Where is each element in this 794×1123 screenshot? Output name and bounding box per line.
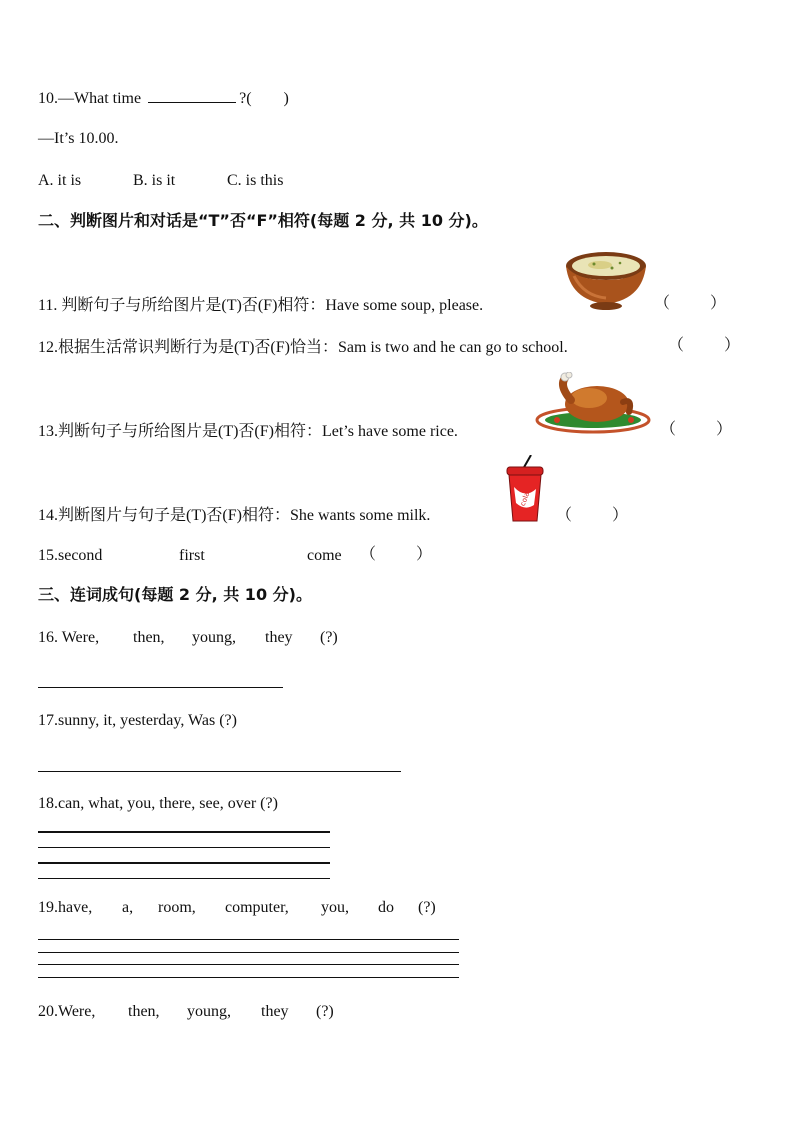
q16-word-5: (?) xyxy=(320,629,338,646)
q16-word-2: then, xyxy=(133,629,165,646)
q18-answer-line-1[interactable] xyxy=(38,831,330,833)
q11-question: 11. 判断句子与所给图片是(T)否(F)相符：Have some soup, please. xyxy=(38,297,484,314)
q13-question: 13.判断句子与所给图片是(T)否(F)相符：Let’s have some rice. xyxy=(38,423,458,440)
q10-answer-blank[interactable] xyxy=(148,88,236,103)
q18-answer-line-3[interactable] xyxy=(38,862,330,864)
q20-word-5: (?) xyxy=(316,1003,334,1020)
q10-question xyxy=(38,88,289,109)
q20-word-2: then, xyxy=(128,1003,160,1020)
q10-option-b[interactable]: B. is it xyxy=(133,172,176,189)
soup-bowl-icon xyxy=(564,248,648,312)
q16-word-3: young, xyxy=(192,629,236,646)
q18-question: 18.can, what, you, there, see, over (?) xyxy=(38,795,278,812)
q18-answer-line-4[interactable] xyxy=(38,878,330,879)
q11-answer-paren[interactable]: （ ） xyxy=(654,295,727,312)
q19-word-1: 19.have, xyxy=(38,899,93,916)
q18-answer-line-2[interactable] xyxy=(38,847,330,848)
q10-option-a[interactable]: A. it is xyxy=(38,172,82,189)
q19-answer-line-1[interactable] xyxy=(38,939,459,940)
q17-question: 17.sunny, it, yesterday, Was (?) xyxy=(38,712,237,729)
q19-word-4: computer, xyxy=(225,899,289,916)
q20-word-4: they xyxy=(261,1003,289,1020)
roast-chicken-icon xyxy=(535,372,653,438)
q19-word-3: room, xyxy=(158,899,196,916)
q15-word-3: come xyxy=(307,547,342,564)
q19-word-6: do xyxy=(378,899,394,916)
q20-word-1: 20.Were, xyxy=(38,1003,96,1020)
cola-cup-icon xyxy=(505,455,545,523)
q19-answer-line-3[interactable] xyxy=(38,964,459,965)
q19-word-5: you, xyxy=(321,899,349,916)
section3-title: 三、连词成句(每题 2 分, 共 10 分)。 xyxy=(38,585,312,604)
q19-word-7: (?) xyxy=(418,899,436,916)
q20-word-3: young, xyxy=(187,1003,231,1020)
q19-answer-line-4[interactable] xyxy=(38,977,459,978)
q15-word-2: first xyxy=(179,547,205,564)
q10-prefix: 10.—What time xyxy=(38,90,142,107)
q12-answer-paren[interactable]: （ ） xyxy=(668,337,741,354)
q10-response: —It’s 10.00. xyxy=(38,130,119,147)
q17-answer-line[interactable] xyxy=(38,771,401,772)
q16-word-1: 16. Were, xyxy=(38,629,100,646)
q19-word-2: a, xyxy=(122,899,134,916)
q19-answer-line-2[interactable] xyxy=(38,952,459,953)
q10-suffix: ?( ) xyxy=(239,90,289,107)
q12-question: 12.根据生活常识判断行为是(T)否(F)恰当：Sam is two and he can go to school. xyxy=(38,339,568,356)
q16-answer-line[interactable] xyxy=(38,687,283,688)
q14-question: 14.判断图片与句子是(T)否(F)相符：She wants some milk. xyxy=(38,507,431,524)
q16-word-4: they xyxy=(265,629,293,646)
q13-answer-paren[interactable]: （ ） xyxy=(660,421,733,438)
svg-text:cola: cola xyxy=(518,490,532,508)
q14-answer-paren[interactable]: （ ） xyxy=(556,507,629,524)
q15-word-1: 15.second xyxy=(38,547,103,564)
section2-title: 二、判断图片和对话是“T”否“F”相符(每题 2 分, 共 10 分)。 xyxy=(38,211,488,230)
q10-option-c[interactable]: C. is this xyxy=(227,172,284,189)
q15-answer-paren[interactable]: （ ） xyxy=(360,546,433,563)
